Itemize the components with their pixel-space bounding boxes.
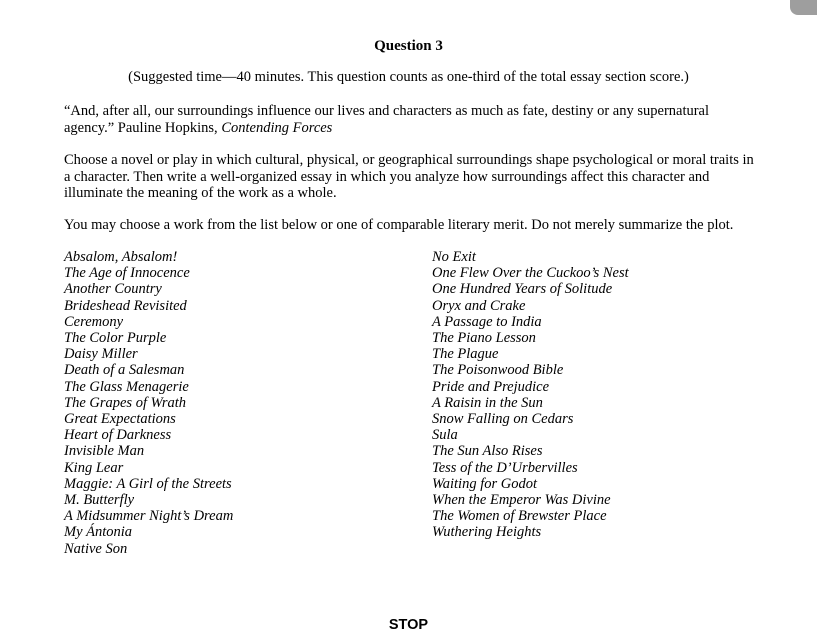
work-title: Wuthering Heights — [432, 524, 542, 541]
work-title: A Midsummer Night’s Dream — [64, 508, 234, 525]
work-title: Invisible Man — [64, 443, 145, 460]
work-title: The Piano Lesson — [432, 330, 536, 347]
work-title: Great Expectations — [64, 411, 176, 428]
quote-paragraph — [64, 103, 754, 136]
work-title: No Exit — [432, 249, 476, 265]
work-title: The Sun Also Rises — [432, 443, 543, 460]
work-title: Brideshead Revisited — [64, 297, 187, 314]
work-title: Snow Falling on Cedars — [432, 411, 574, 428]
work-title: One Flew Over the Cuckoo’s Nest — [432, 265, 629, 282]
work-title: Maggie: A Girl of the Streets — [64, 475, 232, 492]
work-title: The Poisonwood Bible — [432, 362, 564, 379]
work-title: Daisy Miller — [64, 346, 138, 363]
work-title: Tess of the D’Urbervilles — [432, 459, 578, 476]
question-subtitle: (Suggested time—40 minutes. This question counts as one-third of the total essay section score.) — [128, 69, 689, 85]
work-title: The Age of Innocence — [64, 265, 190, 282]
stop-label: STOP — [388, 617, 429, 633]
work-title: Death of a Salesman — [64, 362, 185, 379]
works-list-left — [64, 249, 233, 557]
scrollbar-thumb[interactable] — [790, 0, 817, 15]
quote-text: “And, after all, our surroundings influence our lives and characters as much as fate, destiny or any supernatural agency.” Pauline Hopkins, — [64, 103, 710, 136]
work-title: Absalom, Absalom! — [64, 249, 178, 265]
work-title: Pride and Prejudice — [432, 378, 550, 395]
work-title: When the Emperor Was Divine — [432, 492, 611, 509]
works-list-right — [432, 249, 629, 541]
prompt-paragraph: Choose a novel or play in which cultural, physical, or geographical surroundings shape psychological or moral traits in a character. Then write a well-organized essay in which you analyze how surroundings affect this character and illuminate the meaning of the work as a whole. — [64, 152, 754, 201]
work-title: The Color Purple — [64, 330, 167, 347]
work-title: Another Country — [64, 281, 162, 298]
work-title: The Plague — [432, 346, 499, 363]
quote-source: Contending Forces — [221, 119, 333, 136]
instructions-paragraph: You may choose a work from the list below or one of comparable literary merit. Do not merely summarize the plot. — [64, 217, 734, 233]
work-title: Sula — [432, 427, 458, 444]
work-title: My Ántonia — [64, 524, 133, 541]
work-title: Heart of Darkness — [64, 427, 172, 444]
work-title: The Glass Menagerie — [64, 378, 189, 395]
work-title: The Women of Brewster Place — [432, 508, 607, 525]
work-title: Native Son — [64, 540, 128, 557]
work-title: A Passage to India — [432, 313, 542, 330]
work-title: The Grapes of Wrath — [64, 394, 187, 411]
question-title: Question 3 — [374, 38, 443, 54]
work-title: One Hundred Years of Solitude — [432, 281, 613, 298]
work-title: Oryx and Crake — [432, 297, 526, 314]
work-title: Waiting for Godot — [432, 475, 538, 492]
work-title: M. Butterfly — [64, 492, 135, 509]
work-title: Ceremony — [64, 313, 124, 330]
work-title: A Raisin in the Sun — [432, 394, 543, 411]
work-title: King Lear — [64, 459, 124, 476]
